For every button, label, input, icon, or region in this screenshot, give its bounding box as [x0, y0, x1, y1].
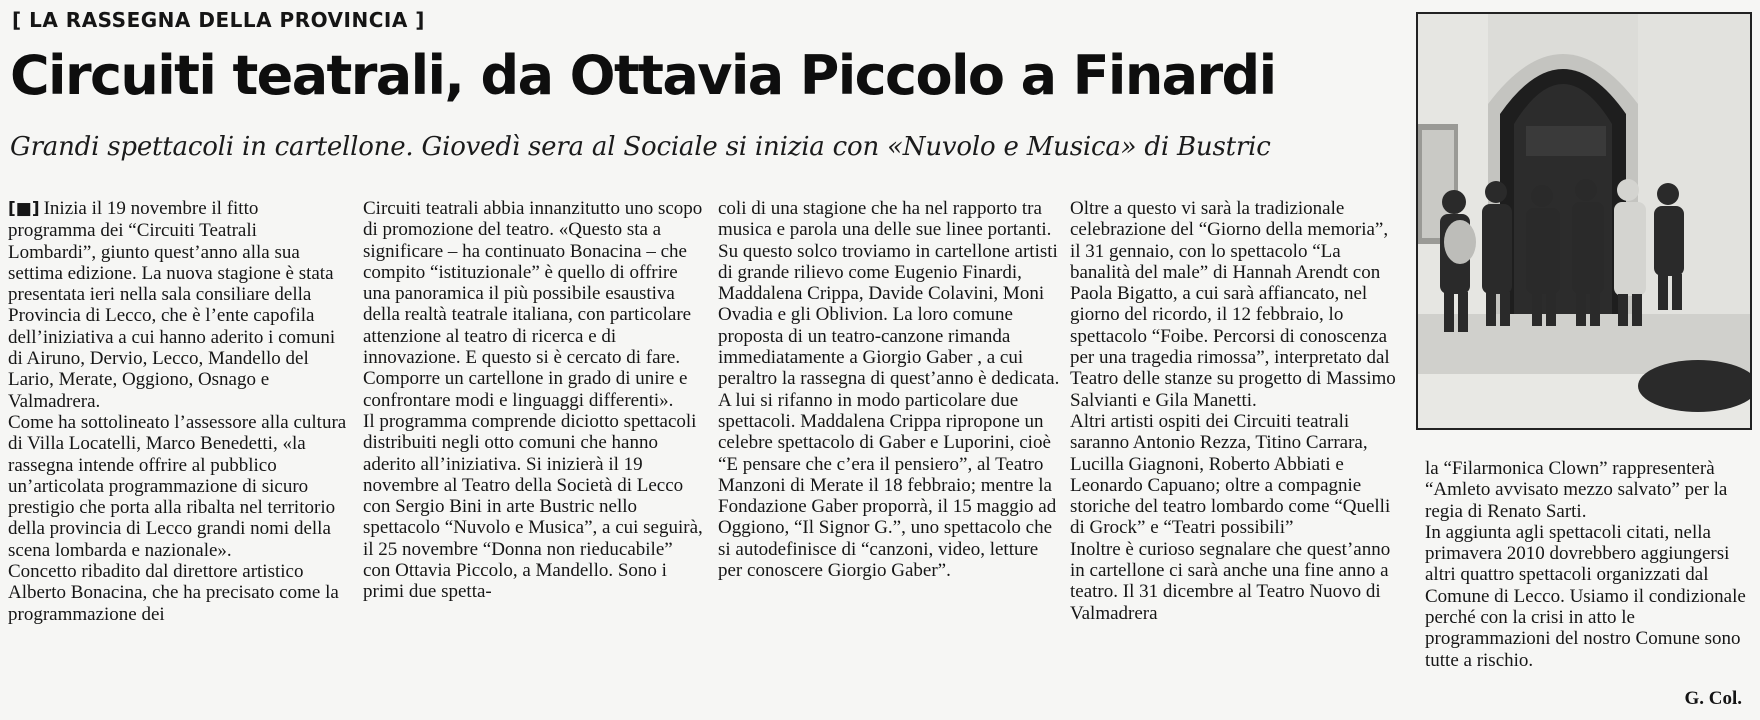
article-column-1: [8, 198, 348, 625]
article-subhead: Grandi spettacoli in cartellone. Giovedì sera al Sociale si inizia con «Nuvolo e Musica» di Bustric: [10, 132, 1271, 162]
paragraph: Come ha sottolineato l’assessore alla cultura di Villa Locatelli, Marco Benedetti, «la rassegna intende offrire al pubblico un’articolata programmazione di sicuro prestigio che porta alla ribalta nel territorio della provincia di Lecco grandi nomi della scena lombarda e nazionale».: [8, 411, 347, 561]
paragraph: Concetto ribadito dal direttore artistico Alberto Bonacina, che ha precisato come la programmazione dei: [8, 561, 339, 625]
paragraph: [8, 198, 348, 412]
article-photo: [1416, 12, 1752, 430]
article-column-5: [1425, 458, 1750, 671]
paragraph-text: Inizia il 19 novembre il fitto programma dei “Circuiti Teatrali Lombardi”, giunto quest’anno alla sua settima edizione. La nuova stagione è stata presentata ieri nella sala consiliare della Provincia di Lecco, che è l’ente capofila dell’iniziativa a cui hanno aderito i comuni di Airuno, Dervio, Lecco, Mandello del Lario, Merate, Oggiono, Osnago e Valmadrera.: [8, 198, 336, 412]
paragraph: Circuiti teatrali abbia innanzitutto uno scopo di promozione del teatro. «Questo sta a significare – ha continuato Bonacina – che compito “istituzionale” è quello di offrire una panoramica il più possibile esaustiva della realtà teatrale italiana, con particolare attenzione al teatro di ricerca e di innovazione. E questo si è cercato di fare. Comporre un cartellone in grado di unire e confrontare modi e linguaggi differenti».: [363, 198, 703, 411]
bullet-marker: [■]: [8, 199, 40, 219]
paragraph: In aggiunta agli spettacoli citati, nella primavera 2010 dovrebbero aggiungersi altri quattro spettacoli organizzati dal Comune di Lecco. Usiamo il condizionale perché con la crisi in atto le programmazioni del nostro Comune sono tutte a rischio.: [1425, 521, 1746, 671]
article-column-2: [363, 198, 703, 603]
paragraph: Altri artisti ospiti dei Circuiti teatrali saranno Antonio Rezza, Titino Carrara, Lucilla Giagnoni, Roberto Abbiati e Leonardo Capuano; oltre a compagnie storiche del teatro lombardo come “Quelli di Grock” e “Teatri possibili”: [1070, 410, 1391, 539]
paragraph: Oltre a questo vi sarà la tradizionale celebrazione del “Giorno della memoria”, il 31 gennaio, con lo spettacolo “La banalità del male” di Hannah Arendt con Paola Bigatto, a cui sarà affiancato, nel giorno del ricordo, il 12 febbraio, lo spettacolo “Foibe. Percorsi di conoscenza per una tragedia rimossa”, interpretato dal Teatro delle stanze su progetto di Massimo Salvianti e Gila Manetti.: [1070, 198, 1396, 411]
article-column-4: [1070, 198, 1400, 624]
section-kicker: [ LA RASSEGNA DELLA PROVINCIA ]: [12, 8, 425, 32]
article-headline: Circuiti teatrali, da Ottavia Piccolo a Finardi: [10, 44, 1276, 107]
paragraph: Il programma comprende diciotto spettacoli distribuiti negli otto comuni che hanno aderito all’iniziativa. Si inizierà il 19 novembre al Teatro della Società di Lecco con Sergio Bini in arte Bustric nello spettacolo “Nuvolo e Musica”, a cui seguirà, il 25 novembre “Donna non rieducabile” con Ottavia Piccolo, a Mandello. Sono i primi due spetta-: [363, 410, 703, 603]
paragraph: la “Filarmonica Clown” rappresenterà “Amleto avvisato mezzo salvato” per la regia di Renato Sarti.: [1425, 458, 1728, 522]
article-column-3: [718, 198, 1060, 581]
author-signature: G. Col.: [1684, 688, 1742, 709]
photograph-people-at-doorway-icon: [1418, 14, 1750, 428]
paragraph: coli di una stagione che ha nel rapporto tra musica e parola una delle sue linee portanti. Su questo solco troviamo in cartellone artisti di grande rilievo come Eugenio Finardi, Maddalena Crippa, Davide Colavini, Moni Ovadia e gli Oblivion. La loro comune proposta di un teatro-canzone rimanda immediatamente a Giorgio Gaber , a cui peraltro la rassegna di quest’anno è dedicata. A lui si rifanno in modo particolare due spettacoli. Maddalena Crippa ripropone un celebre spettacolo di Gaber e Luporini, cioè “E pensare che c’era il pensiero”, al Teatro Manzoni di Merate il 18 febbraio; mentre la Fondazione Gaber proporrà, il 15 maggio ad Oggiono, “Il Signor G.”, uno spettacolo che si autodefinisce di “canzoni, video, letture per conoscere Giorgio Gaber”.: [718, 198, 1060, 582]
paragraph: Inoltre è curioso segnalare che quest’anno in cartellone ci sarà anche una fine anno a teatro. Il 31 dicembre al Teatro Nuovo di Valmadrera: [1070, 538, 1391, 624]
